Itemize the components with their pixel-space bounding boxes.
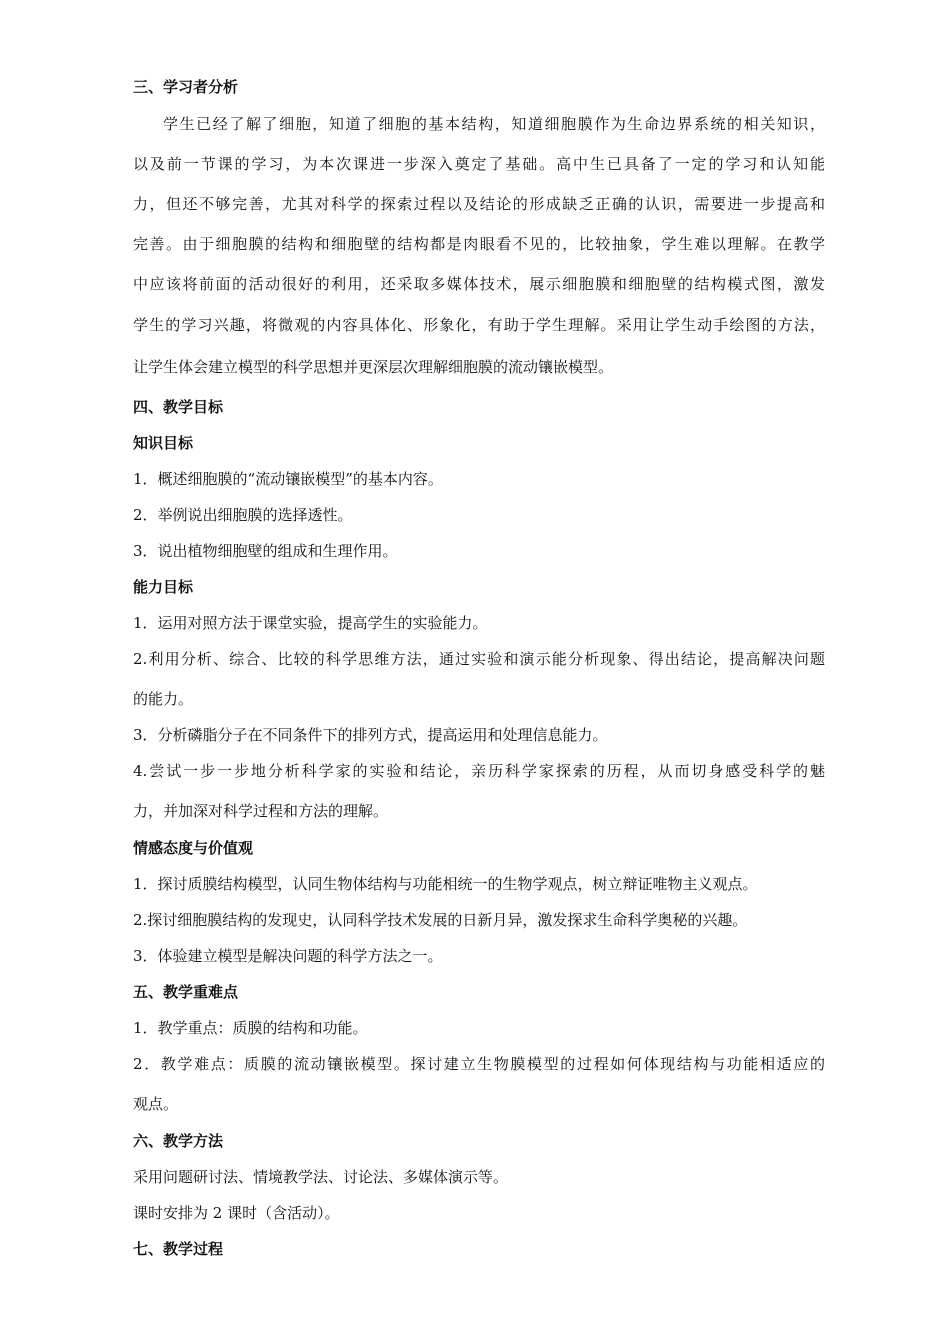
list-item: 1．教学重点：质膜的结构和功能。	[133, 1019, 368, 1037]
section-heading-key-points: 五、教学重难点	[133, 983, 239, 1001]
list-item: 2.探讨细胞膜结构的发现史，认同科学技术发展的日新月异，激发探求生命科学奥秘的兴趣。	[133, 911, 748, 929]
paragraph-line: 学生的学习兴趣，将微观的内容具体化、形象化，有助于学生理解。采用让学生动手绘图的方法，	[133, 316, 825, 334]
subheading-emotion-values: 情感态度与价值观	[133, 839, 254, 857]
section-heading-teaching-goals: 四、教学目标	[133, 398, 224, 416]
paragraph-line: 以及前一节课的学习，为本次课进一步深入奠定了基础。高中生已具备了一定的学习和认知能	[133, 155, 825, 173]
list-item: 1．探讨质膜结构模型，认同生物体结构与功能相统一的生物学观点，树立辩证唯物主义观点。	[133, 875, 758, 893]
list-item: 2.利用分析、综合、比较的科学思维方法，通过实验和演示能分析现象、得出结论，提高解决问题	[133, 650, 825, 668]
subheading-knowledge-goals: 知识目标	[133, 434, 194, 452]
list-item: 1．概述细胞膜的“流动镶嵌模型”的基本内容。	[133, 470, 443, 488]
section-heading-teaching-methods: 六、教学方法	[133, 1132, 224, 1150]
list-item: 3．说出植物细胞壁的组成和生理作用。	[133, 542, 398, 560]
list-item-continuation: 的能力。	[133, 690, 194, 708]
paragraph-line: 让学生体会建立模型的科学思想并更深层次理解细胞膜的流动镶嵌模型。	[133, 358, 614, 376]
list-item-continuation: 力，并加深对科学过程和方法的理解。	[133, 802, 389, 820]
paragraph-line: 力，但还不够完善，尤其对科学的探索过程以及结论的形成缺乏正确的认识，需要进一步提高和	[133, 195, 825, 213]
list-item: 1．运用对照方法于课堂实验，提高学生的实验能力。	[133, 614, 488, 632]
subheading-ability-goals: 能力目标	[133, 578, 194, 596]
list-item: 2．举例说出细胞膜的选择透性。	[133, 506, 353, 524]
section-heading-teaching-process: 七、教学过程	[133, 1240, 224, 1258]
list-item-continuation: 观点。	[133, 1095, 179, 1113]
section-heading-learner-analysis: 三、学习者分析	[133, 78, 239, 96]
list-item: 3．分析磷脂分子在不同条件下的排列方式，提高运用和处理信息能力。	[133, 726, 608, 744]
list-item: 4.尝试一步一步地分析科学家的实验和结论，亲历科学家探索的历程，从而切身感受科学的魅	[133, 762, 825, 780]
paragraph-line: 学生已经了解了细胞，知道了细胞的基本结构，知道细胞膜作为生命边界系统的相关知识，	[163, 115, 825, 133]
list-item: 3．体验建立模型是解决问题的科学方法之一。	[133, 947, 443, 965]
paragraph-line: 课时安排为 2 课时（含活动）。	[133, 1204, 340, 1222]
list-item: 2．教学难点：质膜的流动镶嵌模型。探讨建立生物膜模型的过程如何体现结构与功能相适应的	[133, 1055, 825, 1073]
paragraph-line: 采用问题研讨法、情境教学法、讨论法、多媒体演示等。	[133, 1168, 509, 1186]
paragraph-line: 完善。由于细胞膜的结构和细胞壁的结构都是肉眼看不见的，比较抽象，学生难以理解。在教学	[133, 235, 825, 253]
paragraph-line: 中应该将前面的活动很好的利用，还采取多媒体技术，展示细胞膜和细胞壁的结构模式图，激发	[133, 275, 825, 293]
